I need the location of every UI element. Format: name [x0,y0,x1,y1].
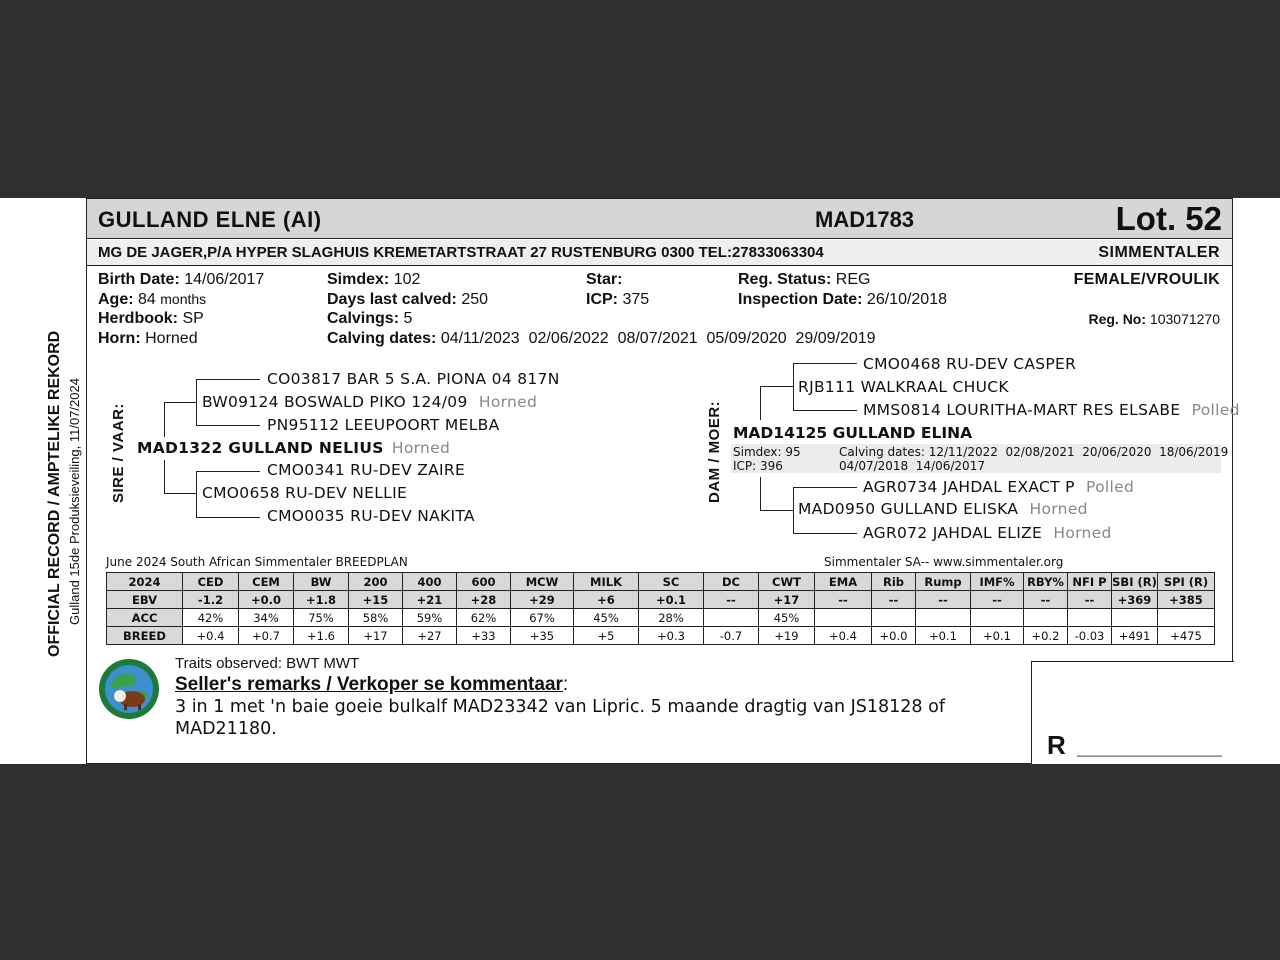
dam-dam-sire-horn: Polled [1086,478,1135,496]
age [98,291,206,309]
herdbook-value: SP [182,310,204,327]
inspection-date [738,291,947,309]
acc-cell [1158,609,1215,627]
breed-cell: +1.6 [294,627,349,645]
ebv-cell: -- [916,591,971,609]
ebv-cell: +21 [403,591,457,609]
animal-name: GULLAND ELNE (AI) [98,207,322,232]
calving-dates-label: Calving dates: [327,330,437,347]
ebv-header-cell: SBI (R) [1112,574,1157,589]
acc-cell [971,609,1024,627]
simdex [327,271,420,289]
dam-dam-sire-name: AGR0734 JAHDAL EXACT P [863,478,1075,496]
calvings-label: Calvings: [327,310,400,327]
acc-cell: 28% [639,609,704,627]
breed-cell: +0.1 [916,627,971,645]
ebv-header-cell: CED [183,573,239,591]
horn-value: Horned [145,330,198,347]
dam-dam-sire [863,478,1134,496]
ebv-header-cell: 2024 [107,573,183,591]
ebv-header-cell: Rump [916,573,971,591]
ebv-header-cell: 600 [457,573,511,591]
ebv-cell: +29 [511,591,574,609]
acc-cell: ACC [107,609,183,627]
inspection-label: Inspection Date: [738,291,863,308]
ebv-header-cell: NFI P [1068,573,1112,591]
dam-sire-dam [863,401,1240,419]
ebv-header-cell: MILK [574,573,639,591]
sire-horn: Horned [391,439,451,457]
ebv-cell: -1.2 [183,591,239,609]
sire-dam: CMO0658 RU-DEV NELLIE [202,484,408,502]
acc-cell [704,609,759,627]
birth-date-value: 14/06/2017 [184,271,265,288]
ebv-cell: +0.0 [239,591,294,609]
ebv-header-cell: SC [639,573,704,591]
icp-value: 375 [622,291,650,308]
sire-sire [202,393,537,411]
dlc-label: Days last calved: [327,291,457,308]
dam-side-label: DAM / MOER: [706,400,723,503]
age-label: Age: [98,291,134,308]
dam-dam-name: MAD0950 GULLAND ELISKA [798,500,1019,518]
calvings-value: 5 [403,310,413,327]
ebv-header-cell: BW [294,573,349,591]
acc-row [107,609,1215,627]
acc-cell: 67% [511,609,574,627]
sire-sire-sire: CO03817 BAR 5 S.A. PIONA 04 817N [267,370,560,388]
lot-number: Lot. 52 [1115,200,1222,237]
icp-label: ICP: [586,291,618,308]
acc-cell [1068,609,1112,627]
sire-name: MAD1322 GULLAND NELIUS [137,439,384,457]
breed-cell: +17 [349,627,403,645]
price-box [1031,661,1234,764]
ebv-header-cell: CWT [759,573,815,591]
breed-cell: +0.1 [971,627,1024,645]
price-blank[interactable]: ____________________ [1077,742,1222,757]
ebv-header-cell: DC [704,573,759,591]
calvings [327,310,412,328]
breed-cell: +491 [1112,627,1158,645]
ebv-header-cell: 400 [403,573,457,591]
sellers-remarks-colon: : [562,674,569,695]
official-record-label: OFFICIAL RECORD / AMPTELIKE REKORD [46,330,63,657]
calving-dates [327,330,876,348]
sire-sire-dam: PN95112 LEEUPOORT MELBA [267,416,500,434]
ebv-cell: -- [971,591,1024,609]
ebv-header-cell: IMF% [971,573,1024,591]
dam-dam-dam [863,524,1112,542]
calving-dates-value: 04/11/2023 02/06/2022 08/07/2021 05/09/2020 29/09/2019 [440,330,876,347]
ebv-header-cell: CEM [239,573,294,591]
sire [137,439,450,457]
ebv-cell: -- [1024,591,1068,609]
age-value: 84 [138,291,156,308]
reg-no-value: 103071270 [1149,311,1220,327]
ebv-cell: +17 [759,591,815,609]
ebv-row [107,591,1215,609]
breedplan-caption: June 2024 South African Simmentaler BREEDPLAN [106,555,408,569]
breed-cell: BREED [107,627,183,645]
acc-cell: 34% [239,609,294,627]
breed-cell: +0.2 [1024,627,1068,645]
breed-cell: +5 [574,627,639,645]
reg-status [738,271,870,289]
reg-no-label: Reg. No: [1088,311,1147,327]
ebv-cell: -- [872,591,916,609]
acc-cell: 62% [457,609,511,627]
dam-calving-dates-2: 04/07/2018 14/06/2017 [839,459,985,473]
acc-cell: 45% [574,609,639,627]
ebv-header-cell: Rib [872,573,916,591]
dam-icp: ICP: 396 [733,459,783,473]
ebv-cell: +369 [1112,591,1158,609]
header-bar [87,198,1232,239]
breed-cell: +27 [403,627,457,645]
dam-sire-dam-name: MMS0814 LOURITHA-MART RES ELSABE [863,401,1181,419]
dam-simdex: Simdex: 95 [733,445,801,459]
sire-sire-horn: Horned [478,393,538,411]
breed-cell: +0.3 [639,627,704,645]
acc-cell [1024,609,1068,627]
simmentaler-logo-icon [98,658,160,720]
birth-date [98,271,264,289]
breed-cell: +19 [759,627,815,645]
breed-cell: +475 [1158,627,1215,645]
ebv-table [106,572,1215,645]
ebv-cell: EBV [107,591,183,609]
breed-cell: +33 [457,627,511,645]
ebv-cell: -- [704,591,759,609]
reg-no [1088,311,1220,327]
sale-label: Gulland 15de Produksieveiling, 11/07/2024 [67,378,82,625]
ebv-cell: +0.1 [639,591,704,609]
ebv-header-cell: MCW [511,573,574,591]
birth-date-label: Birth Date: [98,271,180,288]
acc-cell: 45% [759,609,815,627]
breed-cell: -0.7 [704,627,759,645]
sire-side-label: SIRE / VAAR: [110,403,127,503]
dam-sire-dam-horn: Polled [1191,401,1240,419]
sire-sire-name: BW09124 BOSWALD PIKO 124/09 [202,393,468,411]
acc-cell: 58% [349,609,403,627]
dam-sire: RJB111 WALKRAAL CHUCK [798,378,1009,396]
herdbook [98,310,204,328]
dam-dam [798,500,1088,518]
ebv-header-row [107,573,1215,591]
sex-label: FEMALE/VROULIK [1073,271,1220,288]
ebv-cell: +385 [1158,591,1215,609]
breed-cell: +0.0 [872,627,916,645]
sellers-remarks-heading [175,674,568,696]
breed-cell: +0.7 [239,627,294,645]
reg-status-value: REG [835,271,871,288]
owner-row [87,240,1232,266]
inspection-value: 26/10/2018 [866,291,947,308]
breed-cell: +0.4 [183,627,239,645]
herdbook-label: Herdbook: [98,310,178,327]
breed-label: SIMMENTALER [1098,244,1220,261]
simdex-label: Simdex: [327,271,390,288]
ebv-cell: +15 [349,591,403,609]
dam-name: MAD14125 GULLAND ELINA [733,424,973,442]
horn-label: Horn: [98,330,141,347]
ebv-header-cell: SPI (R) [1158,573,1215,591]
ebv-header-cell: RBY% [1024,573,1068,591]
breedplan-site: Simmentaler SA-- www.simmentaler.org [824,555,1064,569]
ebv-header-cell: EMA [815,573,872,591]
acc-cell: 59% [403,609,457,627]
dam-calving-dates-1: Calving dates: 12/11/2022 02/08/2021 20/06/2020 18/06/2019 [839,445,1229,459]
acc-cell [916,609,971,627]
age-unit: months [160,291,207,307]
dam-dam-dam-name: AGR072 JAHDAL ELIZE [863,524,1043,542]
acc-cell [872,609,916,627]
sellers-remarks-title: Seller's remarks / Verkoper se kommentaar [175,674,563,695]
ebv-cell: +1.8 [294,591,349,609]
acc-cell: 42% [183,609,239,627]
ebv-cell: +28 [457,591,511,609]
owner-text: MG DE JAGER,P/A HYPER SLAGHUIS KREMETARTSTRAAT 27 RUSTENBURG 0300 TEL:27833063304 [98,244,824,261]
dlc-value: 250 [461,291,489,308]
ebv-header-cell: 200 [349,573,403,591]
breed-cell: -0.03 [1068,627,1112,645]
simdex-value: 102 [393,271,421,288]
card-bottom-border [86,763,1032,764]
days-last-calved [327,291,488,309]
reg-status-label: Reg. Status: [738,271,832,288]
icp [586,291,649,309]
dam-dam-horn: Horned [1029,500,1088,518]
star [586,271,622,289]
horn [98,330,198,348]
acc-cell [815,609,872,627]
breed-cell: +0.4 [815,627,872,645]
animal-id: MAD1783 [815,207,915,232]
dam-dam-dam-horn: Horned [1053,524,1112,542]
ebv-cell: -- [1068,591,1112,609]
acc-cell [1112,609,1158,627]
ebv-cell: -- [815,591,872,609]
remarks-line-1: 3 in 1 met 'n baie goeie bulkalf MAD23342 van Lipric. 5 maande dragtig van JS18128 of [175,697,945,717]
breed-cell: +35 [511,627,574,645]
ebv-cell: +6 [574,591,639,609]
breed-row [107,627,1215,645]
sire-dam-sire: CMO0341 RU-DEV ZAIRE [267,461,466,479]
remarks-line-2: MAD21180. [175,719,277,739]
sire-dam-dam: CMO0035 RU-DEV NAKITA [267,507,475,525]
traits-observed: Traits observed: BWT MWT [175,655,360,672]
price-currency: R [1047,730,1066,760]
acc-cell: 75% [294,609,349,627]
dam-sire-sire: CMO0468 RU-DEV CASPER [863,355,1077,373]
star-label: Star: [586,271,623,288]
